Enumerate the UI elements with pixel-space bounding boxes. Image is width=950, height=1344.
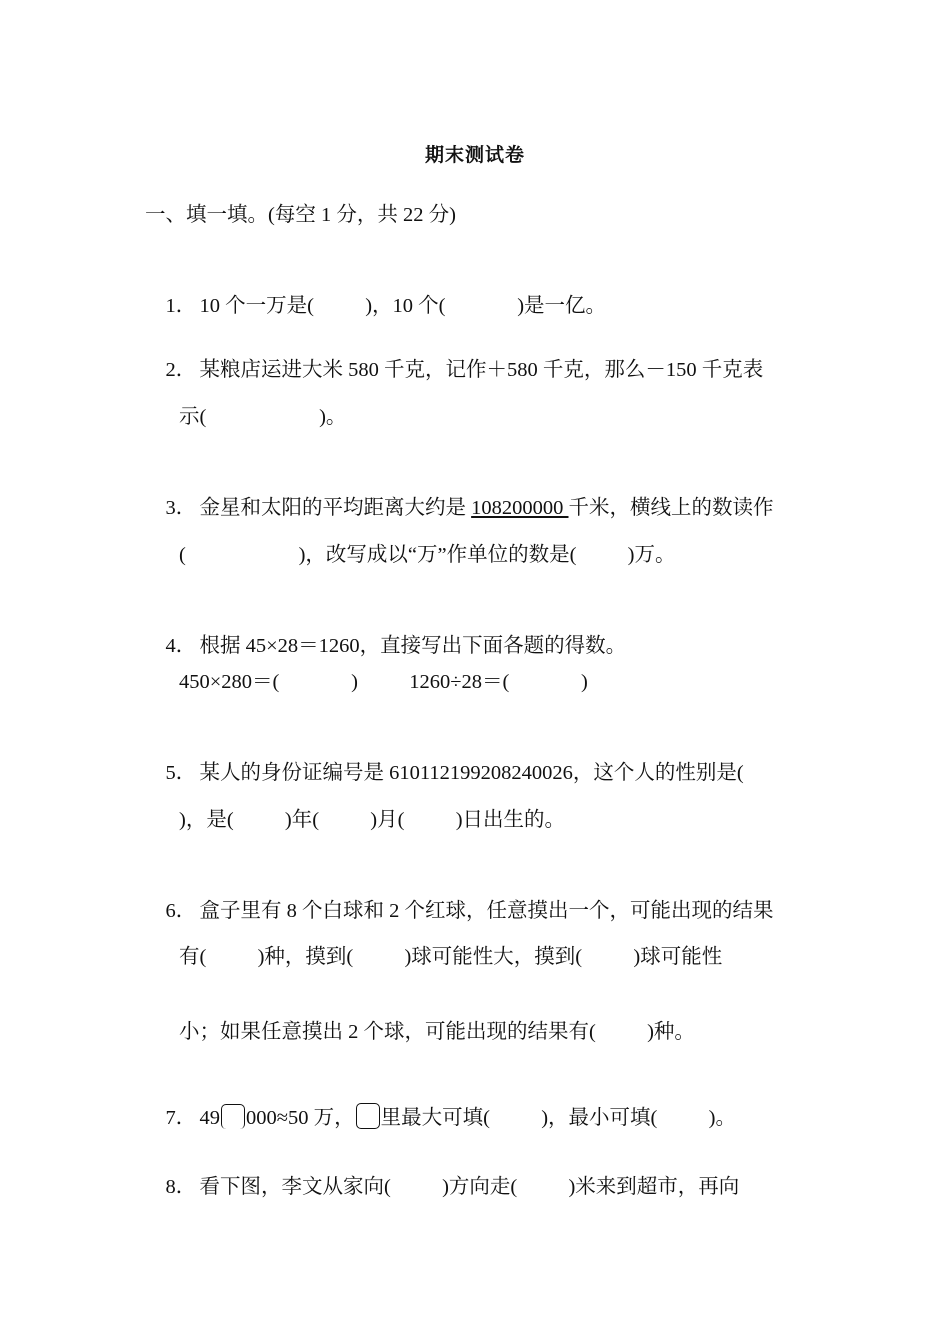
question-text: 盒子里有 8 个白球和 2 个红球，任意摸出一个，可能出现的结果	[199, 900, 774, 922]
question-number: 3．	[165, 497, 197, 519]
question-number: 7．	[165, 1107, 197, 1129]
question-text: 000≈50 万，	[246, 1107, 355, 1129]
page-title: 期末测试卷	[424, 145, 525, 166]
question-8-line-1	[145, 1145, 739, 1229]
question-text: 某人的身份证编号是 610112199208240026，这个人的性别是(	[199, 762, 744, 784]
question-number: 1．	[165, 295, 197, 317]
question-text: 里最大可填( )，最小可填( )。	[380, 1107, 736, 1129]
question-text: 某粮店运进大米 580 千克，记作＋580 千克，那么－150 千克表	[199, 359, 764, 381]
section-heading: 一、填一填。(每空 1 分，共 22 分)	[145, 204, 456, 226]
question-text: 10 个一万是( )，10 个( )是一亿。	[199, 295, 607, 317]
question-text: 49	[199, 1107, 220, 1129]
question-text: 千米，横线上的数读作	[568, 497, 774, 519]
question-text: 根据 45×28＝1260，直接写出下面各题的得数。	[199, 635, 627, 657]
question-number: 6．	[165, 900, 197, 922]
question-6-line-1	[145, 869, 774, 953]
question-3-line-2: ( )，改写成以“万”作单位的数是( )万。	[179, 544, 676, 566]
question-number: 5．	[165, 762, 197, 784]
question-text: 金星和太阳的平均距离大约是	[199, 497, 472, 519]
blank-box-icon	[221, 1104, 245, 1129]
underlined-number: 108200000	[471, 497, 569, 519]
question-5-line-1	[145, 731, 744, 815]
question-2-line-1	[145, 328, 763, 412]
question-number: 2．	[165, 359, 197, 381]
question-3-line-1	[145, 466, 774, 550]
question-text: 看下图，李文从家向( )方向走( )米来到超市，再向	[199, 1176, 740, 1198]
question-5-line-2: )，是( )年( )月( )日出生的。	[179, 809, 566, 831]
question-6-line-2: 有( )种，摸到( )球可能性大，摸到( )球可能性	[179, 946, 723, 968]
blank-box-icon	[356, 1103, 380, 1129]
question-4-line-2: 450×280＝( ) 1260÷28＝( )	[179, 671, 588, 693]
question-6-line-3: 小；如果任意摸出 2 个球，可能出现的结果有( )种。	[179, 1021, 695, 1043]
question-number: 4．	[165, 635, 197, 657]
question-2-line-2: 示( )。	[179, 406, 347, 428]
question-number: 8．	[165, 1176, 197, 1198]
